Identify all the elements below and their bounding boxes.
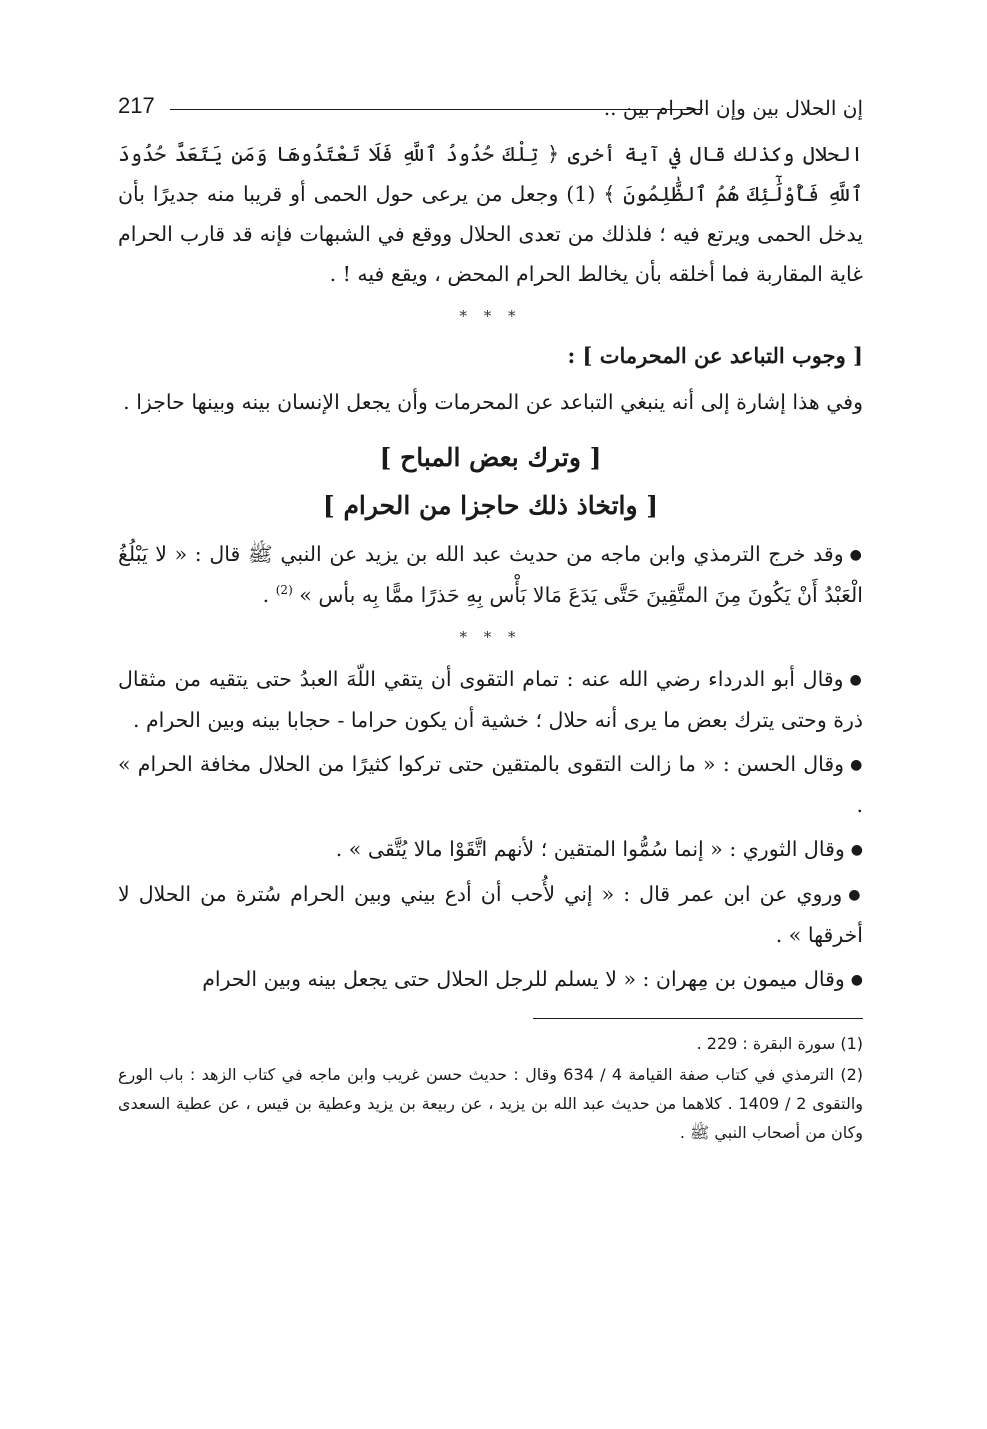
bullet-icon: ● <box>848 887 863 903</box>
bullet-icon: ● <box>850 842 863 858</box>
bullet-icon: ● <box>849 672 864 688</box>
footnote-1: (1) سورة البقرة : 229 . <box>696 1034 863 1053</box>
saying-text: وقال الثوري : « إنما سُمُّوا المتقين ؛ لأنهم اتَّقَوْا مالا يُتَّقى » . <box>335 837 845 861</box>
list-item <box>118 744 863 825</box>
running-title: إن الحلال بين وإن الحرام بين .. <box>603 96 863 120</box>
saying-text: وقال الحسن : « ما زالت التقوى بالمتقين حتى تركوا كثيرًا من الحلال مخافة الحرام » . <box>118 752 863 817</box>
intro-paragraph: الحلال وكذلك قال في آية أخرى ﴿ تِلْكَ حُدُودُ ٱللَّهِ فَلَا تَعْتَدُوهَا وَمَن يَتَعَدَّ حُدُودَ ٱللَّهِ فَأُوْلَٰٓئِكَ هُمُ ٱلظَّٰلِمُونَ ﴾ (1) وجعل من يرعى حول الحمى أو قريبا منه جديرًا بأن يدخل الحمى ويرتع فيه ؛ فلذلك من تعدى الحلال ووقع في الشبهات فإنه قد قارب الحرام غاية المقاربة فما أخلقه بأن يخالط الحرام المحض ، ويقع فيه ! . <box>118 142 863 286</box>
saying-text: وقال أبو الدرداء رضي الله عنه : تمام التقوى أن يتقي اللّهَ العبدُ حتى يتقيه من مثقال ذرة وحتى يترك بعض ما يرى أنه حلال ؛ خشية أن يكون حراما - حجابا بينه وبين الحرام . <box>118 667 863 732</box>
list-item <box>118 829 863 870</box>
book-page <box>118 88 863 1149</box>
chapter-title-1: [ وترك بعض المباح ] <box>379 443 602 472</box>
footnotes <box>118 1029 863 1147</box>
footnote-rule <box>533 1018 863 1019</box>
saying-text: وروي عن ابن عمر قال : « إني لأُحب أن أدع بيني وبين الحرام سُترة من الحلال لا أخرقها » . <box>118 882 863 947</box>
section-separator: * * * <box>459 307 522 325</box>
page-number: 217 <box>118 93 155 118</box>
section-separator: * * * <box>459 628 522 646</box>
list-item <box>118 659 863 740</box>
chapter-title-2: [ واتخاذ ذلك حاجزا من الحرام ] <box>322 491 659 520</box>
page-header <box>118 88 863 124</box>
bullet-icon: ● <box>849 547 863 563</box>
saying-text: وقال ميمون بن مِهران : « لا يسلم للرجل الحلال حتى يجعل بينه وبين الحرام <box>202 967 845 991</box>
hadith-item <box>118 534 863 615</box>
bullet-icon: ● <box>850 972 863 988</box>
hadith-end: . <box>262 583 270 607</box>
section-paragraph: وفي هذا إشارة إلى أنه ينبغي التباعد عن المحرمات وأن يجعل الإنسان بينه وبينها حاجزا . <box>123 390 863 414</box>
list-item <box>118 959 863 1000</box>
list-item <box>118 874 863 955</box>
header-rule <box>170 109 703 110</box>
bullet-icon: ● <box>850 757 863 773</box>
footnote-2: (2) الترمذي في كتاب صفة القيامة 4 / 634 وقال : حديث حسن غريب وابن ماجه في كتاب الزهد : باب الورع والتقوى 2 / 1409 . كلاهما من حديث عبد الله بن يزيد ، عن ربيعة بن يزيد وعطية بن قيس ، عن عطية السعدى وكان من أصحاب النبي ﷺ . <box>118 1065 864 1142</box>
hadith-text: وقد خرج الترمذي وابن ماجه من حديث عبد الله بن يزيد عن النبي ﷺ قال : « لا يَبْلُغُ الْعَبْدُ أَنْ يَكُونَ مِنَ المتَّقِينَ حَتَّى يَدَعَ مَالا بَأْس بِهِ حَذرًا ممًّا بِه بأس » <box>118 542 863 607</box>
footnote-ref: (2) <box>275 583 293 598</box>
section-heading: [ وجوب التباعد عن المحرمات ] : <box>567 343 863 368</box>
